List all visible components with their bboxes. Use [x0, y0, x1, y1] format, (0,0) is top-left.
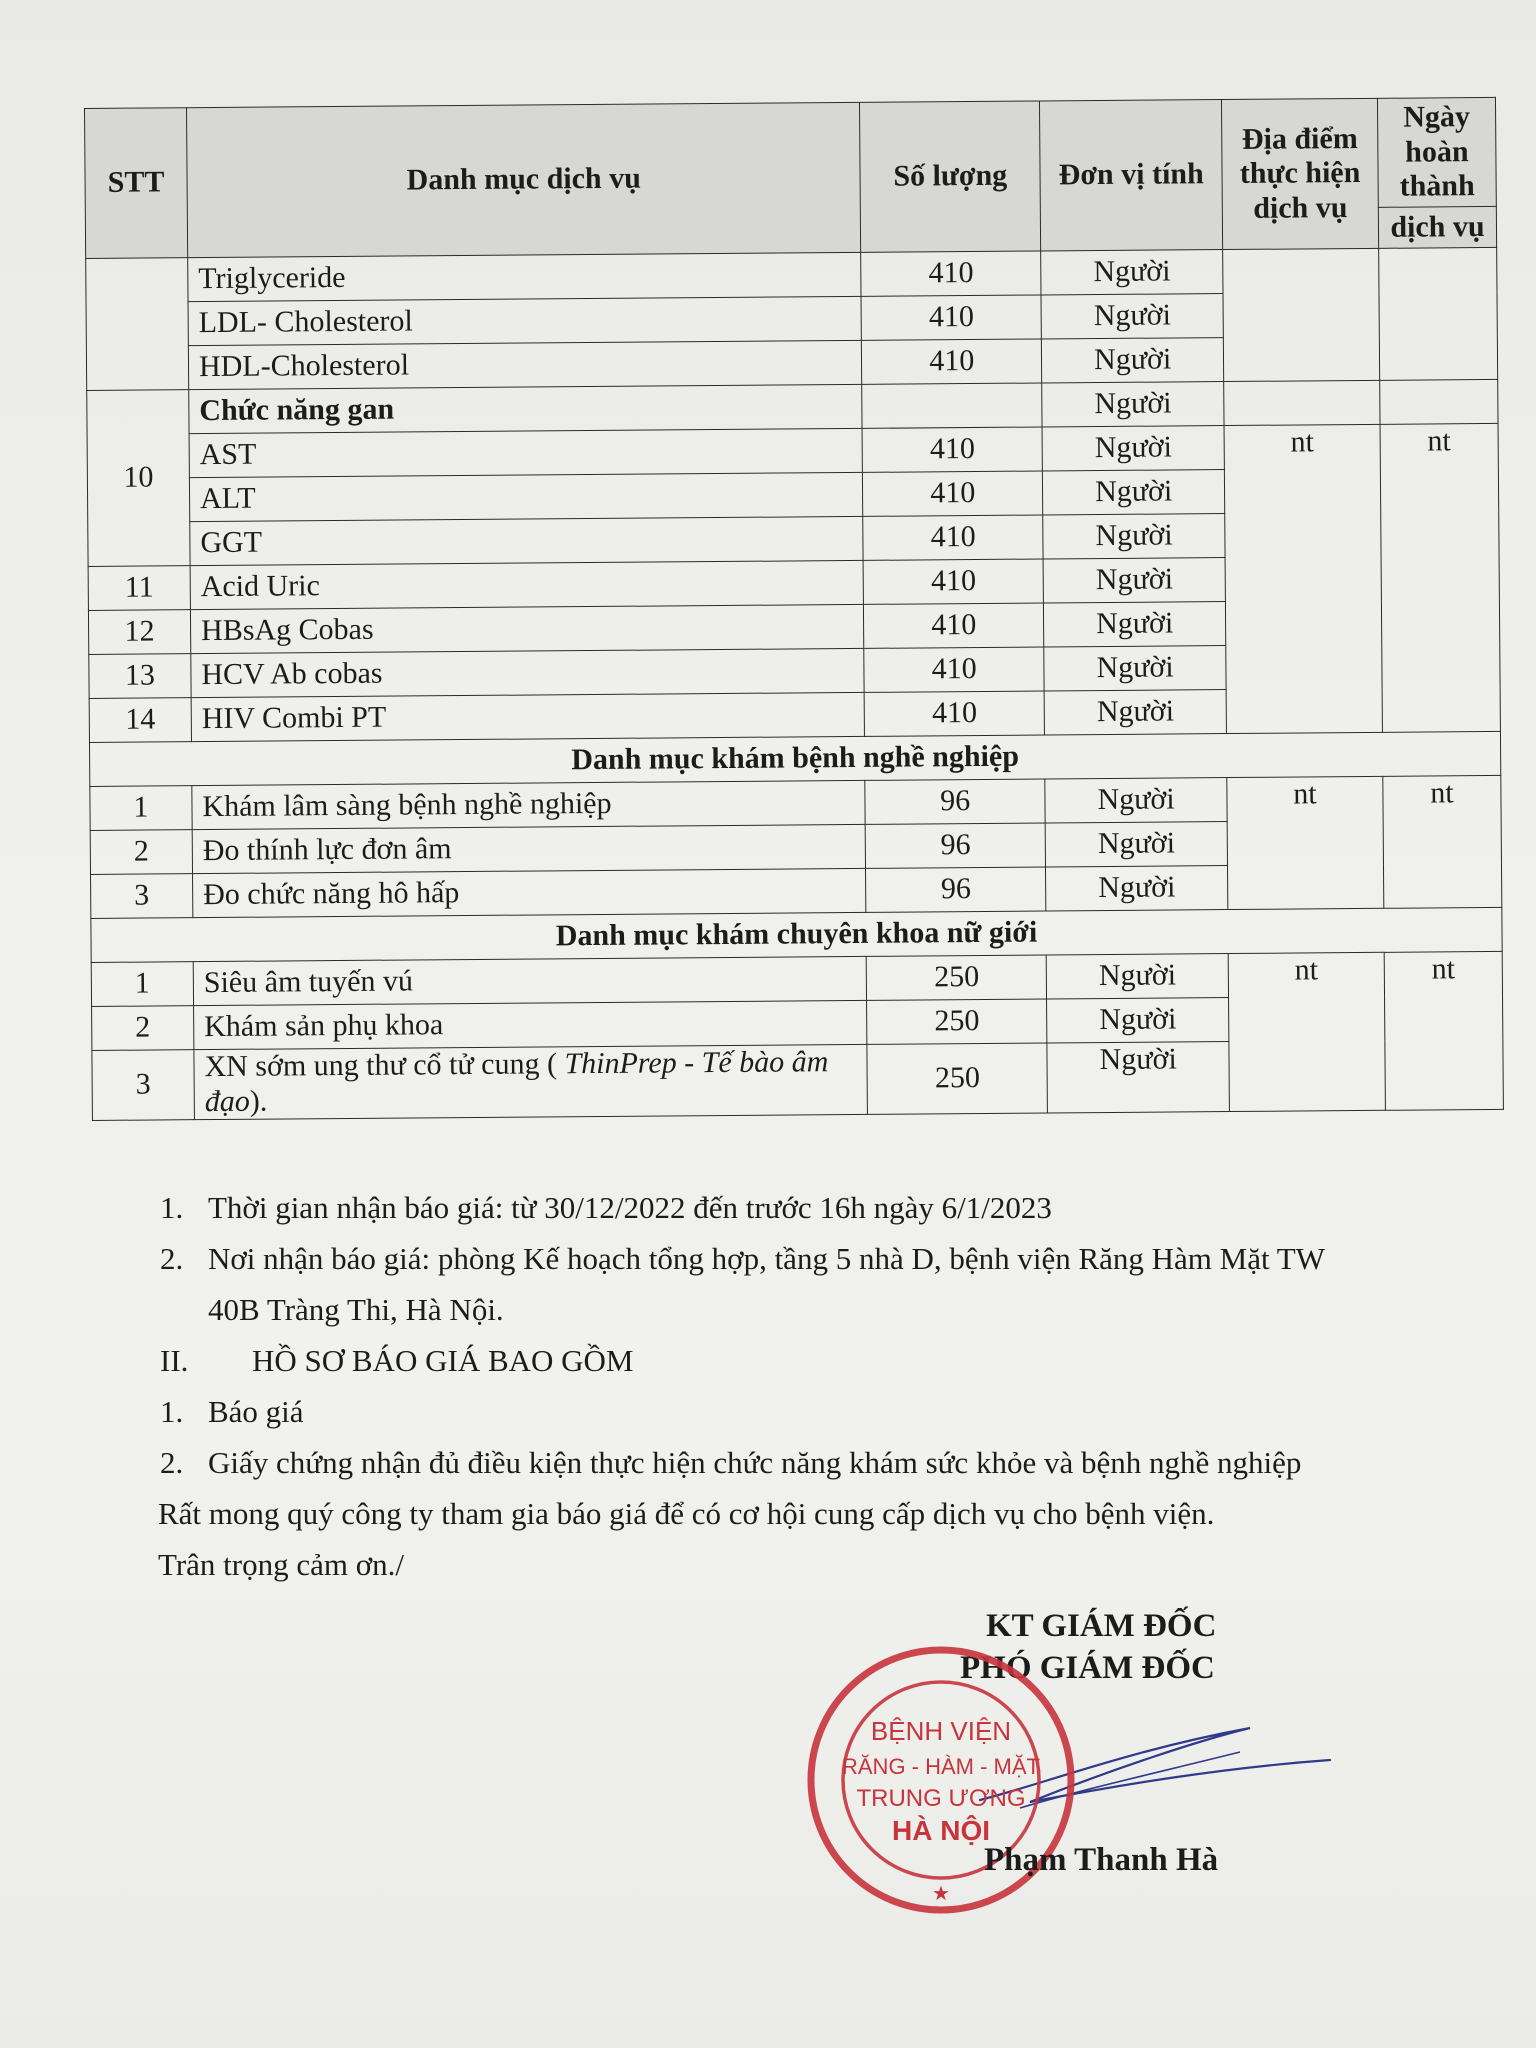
unit-cell: Người — [1046, 866, 1228, 911]
service-name: Đo chức năng hô hấp — [192, 868, 866, 917]
quantity-cell: 250 — [867, 1043, 1047, 1114]
service-name-end: ). — [249, 1084, 268, 1118]
stt-cell: 11 — [88, 566, 190, 611]
document-item — [160, 1437, 1460, 1488]
stt-cell: 1 — [91, 962, 193, 1007]
unit-cell: Người — [1045, 822, 1227, 867]
unit-cell: Người — [1046, 954, 1228, 999]
completion-cell — [1379, 247, 1498, 380]
document-text: Báo giá — [208, 1394, 304, 1429]
unit-cell: Người — [1043, 514, 1225, 559]
unit-cell: Người — [1047, 998, 1229, 1043]
service-name: HBsAg Cobas — [190, 604, 864, 653]
unit-cell: Người — [1043, 470, 1225, 515]
quantity-cell: 410 — [862, 427, 1042, 472]
quantity-cell: 410 — [863, 559, 1043, 604]
quantity-cell: 96 — [865, 779, 1045, 824]
quantity-cell: 410 — [864, 603, 1044, 648]
unit-cell: Người — [1042, 338, 1224, 383]
service-name-part: XN sớm ung thư cổ tử cung ( — [204, 1047, 565, 1084]
quantity-cell: 96 — [866, 867, 1046, 912]
header-completion-sub: dịch vụ — [1378, 206, 1496, 248]
service-name-italic: ThinPrep - Tế bào âm đạo — [204, 1045, 829, 1118]
service-name: HCV Ab cobas — [191, 648, 865, 697]
note-number: 1. — [160, 1190, 184, 1225]
quantity-cell — [862, 383, 1042, 428]
notes-block — [160, 1182, 1460, 1590]
stt-cell: 12 — [88, 610, 190, 655]
service-group-title: Chức năng gan — [189, 384, 863, 433]
quantity-cell: 410 — [862, 339, 1042, 384]
section-title-women: Danh mục khám chuyên khoa nữ giới — [91, 907, 1502, 962]
quantity-cell: 410 — [863, 515, 1043, 560]
stamp-line-3: TRUNG ƯƠNG — [856, 1785, 1026, 1812]
stt-cell: 14 — [89, 698, 191, 743]
stt-cell: 3 — [92, 1050, 195, 1121]
unit-cell: Người — [1043, 558, 1225, 603]
unit-cell: Người — [1041, 294, 1223, 339]
unit-cell: Người — [1047, 1042, 1229, 1113]
unit-cell: Người — [1042, 382, 1224, 427]
location-cell — [1224, 380, 1380, 425]
location-cell: nt — [1228, 952, 1385, 1111]
section-heading — [160, 1335, 1460, 1386]
stamp-line-2: RĂNG - HÀM - MẶT — [842, 1754, 1040, 1779]
service-name: AST — [189, 428, 863, 477]
service-name: HDL-Cholesterol — [188, 340, 862, 389]
service-table — [84, 97, 1504, 1121]
section-title-occupational: Danh mục khám bệnh nghề nghiệp — [89, 731, 1500, 786]
document-number: 1. — [160, 1394, 184, 1429]
service-name: Siêu âm tuyến vú — [193, 956, 867, 1005]
note-item — [160, 1182, 1460, 1233]
document-item — [160, 1386, 1460, 1437]
note-item — [160, 1233, 1460, 1284]
section-title: HỒ SƠ BÁO GIÁ BAO GỒM — [252, 1343, 634, 1378]
location-cell: nt — [1224, 424, 1382, 733]
stt-cell: 2 — [90, 830, 192, 875]
service-name: LDL- Cholesterol — [188, 296, 862, 345]
quantity-cell: 410 — [861, 251, 1041, 296]
stt-cell: 10 — [87, 390, 190, 567]
service-name — [194, 1044, 868, 1119]
signer-name: Phạm Thanh Hà — [984, 1842, 1219, 1878]
header-location: Địa điểm thực hiện dịch vụ — [1222, 98, 1379, 249]
unit-cell: Người — [1044, 646, 1226, 691]
header-service: Danh mục dịch vụ — [186, 102, 861, 257]
document-text: Giấy chứng nhận đủ điều kiện thực hiện chức năng khám sức khỏe và bệnh nghề nghiệp — [208, 1445, 1302, 1480]
service-name: HIV Combi PT — [191, 692, 865, 741]
completion-cell: nt — [1383, 775, 1502, 908]
note-text: Nơi nhận báo giá: phòng Kế hoạch tổng hợp, tầng 5 nhà D, bệnh viện Răng Hàm Mặt TW — [208, 1241, 1325, 1276]
quantity-cell: 96 — [865, 823, 1045, 868]
service-name: GGT — [190, 516, 864, 565]
stt-cell — [86, 258, 189, 391]
service-name: ALT — [189, 472, 863, 521]
unit-cell: Người — [1044, 602, 1226, 647]
service-name: Acid Uric — [190, 560, 864, 609]
quantity-cell: 410 — [864, 691, 1044, 736]
stamp-line-4: HÀ NỘI — [892, 1815, 990, 1846]
quantity-cell: 250 — [867, 955, 1047, 1000]
completion-cell: nt — [1380, 423, 1500, 732]
header-quantity: Số lượng — [860, 101, 1041, 252]
quantity-cell: 250 — [867, 999, 1047, 1044]
note-number: 2. — [160, 1241, 184, 1276]
closing-line — [158, 1488, 1460, 1539]
service-name: Khám sản phụ khoa — [194, 1000, 868, 1049]
closing-line — [158, 1539, 1460, 1590]
stt-cell: 2 — [92, 1006, 194, 1051]
note-text: Thời gian nhận báo giá: từ 30/12/2022 đến trước 16h ngày 6/1/2023 — [208, 1190, 1052, 1225]
closing-text: Rất mong quý công ty tham gia báo giá để có cơ hội cung cấp dịch vụ cho bệnh viện. — [158, 1496, 1215, 1531]
signature-line-1: KT GIÁM ĐỐC — [986, 1608, 1217, 1644]
section-number: II. — [160, 1343, 189, 1378]
unit-cell: Người — [1045, 778, 1227, 823]
quantity-cell: 410 — [864, 647, 1044, 692]
service-name: Đo thính lực đơn âm — [192, 824, 866, 873]
stamp-star-icon: ★ — [932, 1881, 950, 1905]
quantity-cell: 410 — [863, 471, 1043, 516]
header-completion: Ngày hoàn thành — [1377, 97, 1496, 207]
stamp-line-1: BỆNH VIỆN — [870, 1716, 1012, 1746]
stt-cell: 3 — [91, 874, 193, 919]
service-name: Triglyceride — [188, 252, 862, 301]
table-header-row — [85, 97, 1497, 217]
location-cell: nt — [1227, 776, 1384, 909]
note-item-continued — [160, 1284, 1460, 1335]
location-cell — [1223, 248, 1380, 381]
quantity-cell: 410 — [861, 295, 1041, 340]
signature-line-2: PHÓ GIÁM ĐỐC — [960, 1650, 1215, 1686]
stt-cell: 13 — [89, 654, 191, 699]
stt-cell: 1 — [90, 786, 192, 831]
unit-cell: Người — [1041, 250, 1223, 295]
completion-cell: nt — [1384, 951, 1503, 1110]
note-text: 40B Tràng Thi, Hà Nội. — [208, 1292, 504, 1327]
service-name: Khám lâm sàng bệnh nghề nghiệp — [192, 780, 866, 829]
closing-text: Trân trọng cảm ơn./ — [158, 1547, 405, 1582]
document-number: 2. — [160, 1445, 184, 1480]
completion-cell — [1380, 379, 1498, 424]
unit-cell: Người — [1044, 690, 1226, 735]
header-stt: STT — [85, 108, 188, 259]
header-unit: Đơn vị tính — [1040, 100, 1223, 251]
unit-cell: Người — [1042, 426, 1224, 471]
